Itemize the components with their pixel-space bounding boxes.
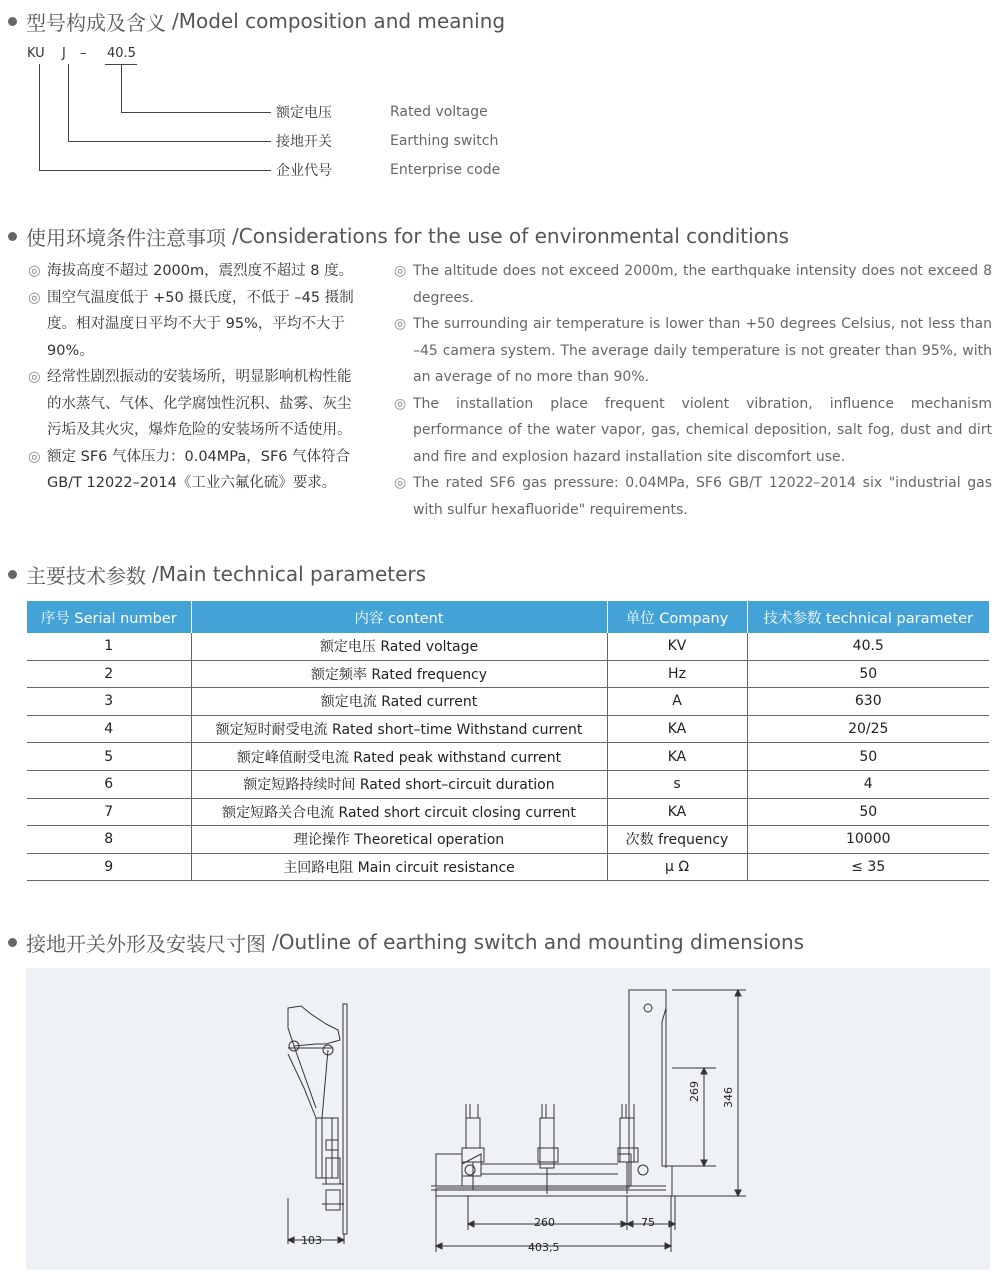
dim-103: 103: [301, 1234, 322, 1247]
model-code-underline: [105, 64, 137, 65]
front-view-drawing: [431, 990, 746, 1252]
circle-bullet-icon: ◎: [394, 263, 407, 279]
bullet-dot-icon: [8, 570, 17, 579]
consideration-text: 海拔高度不超过 2000m，震烈度不超过 8 度。: [47, 263, 354, 279]
cell-unit: μ Ω: [607, 853, 747, 881]
cell-serial: 9: [27, 853, 191, 881]
table-row: [27, 798, 989, 826]
model-row-en: Earthing switch: [390, 133, 499, 149]
consideration-text: 经常性剧烈振动的安装场所，明显影响机构性能的水蒸气、气体、化学腐蚀性沉积、盐雾、灰尘污垢及其火灾，爆炸危险的安装场所不适使用。: [47, 369, 352, 438]
circle-bullet-icon: ◎: [28, 448, 41, 465]
section-title-en: /Outline of earthing switch and mounting dimensions: [272, 930, 805, 954]
list-item: [394, 391, 992, 471]
dim-260: 260: [534, 1216, 555, 1229]
cell-value: 50: [747, 743, 989, 771]
circle-bullet-icon: ◎: [394, 395, 407, 412]
cell-unit: KA: [607, 743, 747, 771]
table-row: [27, 826, 989, 854]
dim-269: 269: [688, 1081, 701, 1102]
section-title-model: [8, 6, 505, 36]
cell-serial: 7: [27, 798, 191, 826]
outline-drawing-svg: [26, 968, 990, 1270]
cell-unit: Hz: [607, 660, 747, 688]
list-item: [28, 285, 364, 365]
model-code-j: J: [62, 46, 66, 61]
cell-serial: 2: [27, 660, 191, 688]
cell-content: 额定短路持续时间 Rated short–circuit duration: [191, 770, 607, 798]
circle-bullet-icon: ◎: [394, 316, 407, 332]
contact-pole-2: [538, 1104, 558, 1194]
section-title-outline: [8, 927, 804, 957]
cell-content: 额定短路关合电流 Rated short circuit closing current: [191, 798, 607, 826]
section-title-zh: 主要技术参数: [26, 563, 146, 588]
cell-serial: 8: [27, 826, 191, 854]
cell-content: 额定短时耐受电流 Rated short–time Withstand current: [191, 715, 607, 743]
contact-pole-3: [618, 1104, 638, 1194]
model-row-zh: 企业代号: [276, 163, 332, 179]
table-row: [27, 743, 989, 771]
header-serial: 序号 Serial number: [27, 601, 191, 633]
cell-serial: 6: [27, 770, 191, 798]
list-item: [394, 258, 992, 311]
consideration-text: The altitude does not exceed 2000m, the earthquake intensity does not exceed 8 degrees.: [413, 263, 992, 306]
cell-content: 额定电流 Rated current: [191, 688, 607, 716]
model-row-zh: 额定电压: [276, 105, 332, 121]
model-line-v-v: [121, 64, 122, 113]
circle-bullet-icon: ◎: [28, 369, 41, 385]
header-content: 内容 content: [191, 601, 607, 633]
cell-value: 50: [747, 798, 989, 826]
list-item: [28, 364, 364, 444]
cell-value: 630: [747, 688, 989, 716]
list-item: [28, 258, 364, 285]
model-line-ku-v: [39, 64, 40, 171]
bullet-dot-icon: [8, 938, 17, 947]
dim-403-5: 403,5: [528, 1241, 560, 1254]
model-row-voltage: [276, 101, 488, 123]
table-row: [27, 688, 989, 716]
header-parameter: 技术参数 technical parameter: [747, 601, 989, 633]
section-title-zh: 使用环境条件注意事项: [26, 225, 226, 250]
cell-content: 额定峰值耐受电流 Rated peak withstand current: [191, 743, 607, 771]
model-line-j-h: [68, 141, 271, 142]
table-header-row: [27, 601, 989, 633]
section-title-en: /Considerations for the use of environmental conditions: [232, 224, 790, 248]
cell-unit: 次数 frequency: [607, 826, 747, 854]
model-code-dash: –: [80, 46, 87, 61]
model-code-ku: KU: [27, 46, 45, 61]
cell-content: 理论操作 Theoretical operation: [191, 826, 607, 854]
dim-346: 346: [722, 1087, 735, 1108]
consideration-text: 围空气温度低于 +50 摄氏度，不低于 –45 摄制度。相对温度日平均不大于 95%，平均不大于 90%。: [47, 289, 354, 359]
cell-unit: s: [607, 770, 747, 798]
cell-serial: 3: [27, 688, 191, 716]
model-row-enterprise: [276, 159, 500, 181]
list-item: [394, 470, 992, 523]
consideration-text: The installation place frequent violent vibration, influence mechanism performance of the water vapor, gas, chemical deposition, salt fog, dust and dirt and fire and explosion hazard installation site discomfort use.: [413, 395, 992, 465]
model-line-ku-h: [39, 170, 271, 171]
model-row-earthing: [276, 130, 498, 152]
table-row: [27, 853, 989, 881]
cell-value: 4: [747, 770, 989, 798]
table-row: [27, 715, 989, 743]
cell-unit: A: [607, 688, 747, 716]
considerations-en: [394, 258, 992, 523]
model-row-zh: 接地开关: [276, 134, 332, 150]
bullet-dot-icon: [8, 17, 17, 26]
cell-value: 50: [747, 660, 989, 688]
section-title-zh: 接地开关外形及安装尺寸图: [26, 931, 266, 956]
cell-serial: 5: [27, 743, 191, 771]
cell-content: 额定频率 Rated frequency: [191, 660, 607, 688]
section-title-zh: 型号构成及含义: [26, 10, 166, 35]
list-item: [28, 444, 364, 497]
dim-75: 75: [641, 1216, 655, 1229]
table-row: [27, 633, 989, 660]
model-line-v-h: [121, 112, 271, 113]
cell-value: 10000: [747, 826, 989, 854]
consideration-text: The rated SF6 gas pressure: 0.04MPa, SF6 GB/T 12022–2014 six "industrial gas with sulfur hexafluoride" requirements.: [413, 475, 992, 518]
table-row: [27, 660, 989, 688]
bullet-dot-icon: [8, 232, 17, 241]
cell-content: 额定电压 Rated voltage: [191, 633, 607, 660]
side-view-drawing: [288, 1004, 347, 1244]
outline-drawing: [26, 968, 990, 1270]
table-row: [27, 770, 989, 798]
cell-content: 主回路电阻 Main circuit resistance: [191, 853, 607, 881]
contact-pole-1: [462, 1104, 484, 1190]
model-row-en: Enterprise code: [390, 162, 501, 178]
circle-bullet-icon: ◎: [28, 289, 41, 306]
considerations-zh: [28, 258, 364, 497]
cell-value: 20/25: [747, 715, 989, 743]
section-title-en: /Model composition and meaning: [172, 9, 506, 33]
cell-value: 40.5: [747, 633, 989, 660]
cell-unit: KA: [607, 715, 747, 743]
model-line-j-v: [68, 64, 69, 142]
circle-bullet-icon: ◎: [394, 475, 407, 491]
section-title-en: /Main technical parameters: [152, 562, 427, 586]
section-title-params: [8, 559, 426, 589]
cell-serial: 4: [27, 715, 191, 743]
parameters-table: [27, 601, 989, 881]
section-title-env: [8, 221, 789, 251]
consideration-text: The surrounding air temperature is lower than +50 degrees Celsius, not less than –45 camera system. The average daily temperature is not greater than 95%, with an average of no more than 90%.: [413, 316, 992, 385]
cell-value: ≤ 35: [747, 853, 989, 881]
model-code-voltage: 40.5: [107, 46, 136, 61]
cell-serial: 1: [27, 633, 191, 660]
header-unit: 单位 Company: [607, 601, 747, 633]
list-item: [394, 311, 992, 391]
cell-unit: KV: [607, 633, 747, 660]
cell-unit: KA: [607, 798, 747, 826]
consideration-text: 额定 SF6 气体压力：0.04MPa，SF6 气体符合 GB/T 12022–2014《工业六氟化硫》要求。: [47, 448, 351, 491]
model-row-en: Rated voltage: [390, 104, 488, 120]
circle-bullet-icon: ◎: [28, 263, 41, 279]
